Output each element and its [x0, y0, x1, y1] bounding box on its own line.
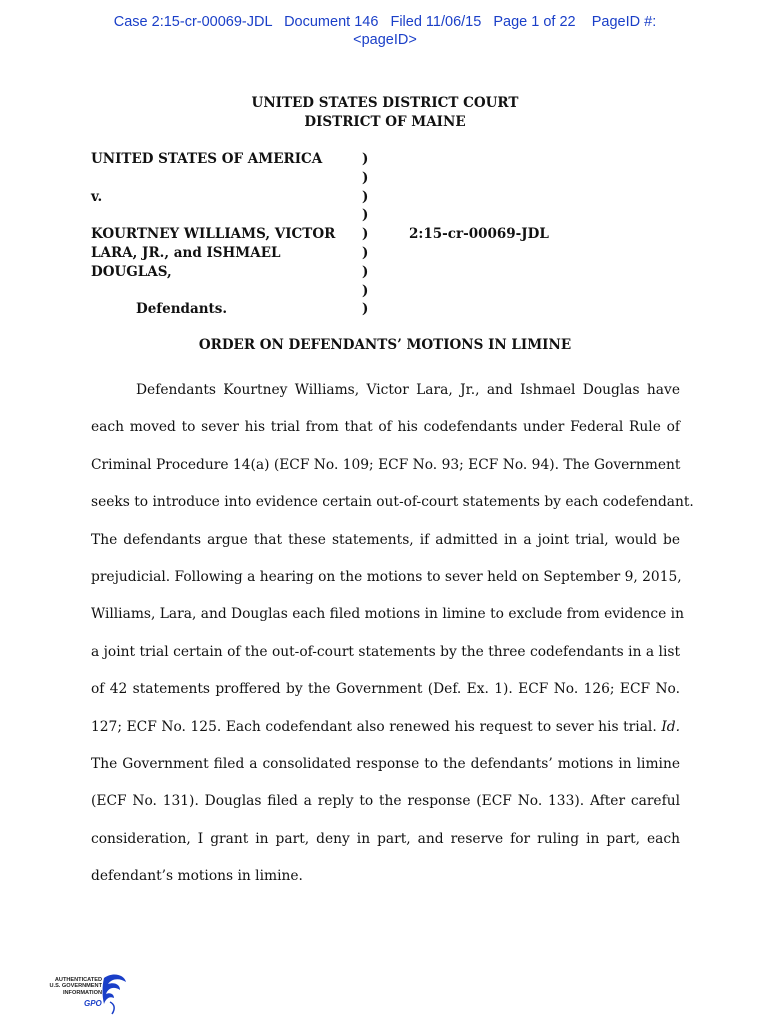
body-line: The defendants argue that these statements, if admitted in a joint trial, would be — [91, 531, 680, 548]
order-title: ORDER ON DEFENDANTS’ MOTIONS IN LIMINE — [198, 337, 572, 353]
body-line: consideration, I grant in part, deny in part, and reserve for ruling in part, each — [91, 830, 680, 847]
filing-header-line: Case 2:15-cr-00069-JDL Document 146 Filed 11/06/15 Page 1 of 22 PageID #: — [113, 14, 657, 30]
body-line: Criminal Procedure 14(a) (ECF No. 109; ECF No. 93; ECF No. 94). The Government — [91, 456, 681, 473]
body-line: prejudicial. Following a hearing on the motions to sever held on September 9, 2015, — [91, 569, 682, 586]
order-body — [91, 372, 694, 896]
case-number: 2:15-cr-00069-JDL — [409, 226, 549, 242]
body-line: (ECF No. 131). Douglas filed a reply to the response (ECF No. 133). After careful — [91, 793, 680, 810]
body-line: a joint trial certain of the out-of-court statements by the three codefendants in a list — [91, 643, 680, 660]
eagle-icon — [100, 972, 128, 1016]
body-line: seeks to introduce into evidence certain out-of-court statements by each codefendant. — [91, 494, 694, 511]
body-line: each moved to sever his trial from that of his codefendants under Federal Rule of — [91, 419, 680, 436]
body-line: of 42 statements proffered by the Government (Def. Ex. 1). ECF No. 126; ECF No. — [91, 681, 680, 698]
gpo-authentication-seal — [44, 972, 128, 1016]
filing-header — [0, 13, 770, 49]
caption-parentheses: ) ) ) ) ) ) ) ) ) — [362, 151, 369, 318]
body-line: Williams, Lara, and Douglas each filed motions in limine to exclude from evidence in — [91, 606, 684, 623]
defendants-names-line3: DOUGLAS, — [91, 263, 172, 280]
body-line: Defendants Kourtney Williams, Victor Lara, Jr., and Ishmael Douglas have — [136, 382, 680, 398]
defendants-names-line1: KOURTNEY WILLIAMS, VICTOR — [91, 226, 336, 243]
body-line: 127; ECF No. 125. Each codefendant also renewed his request to sever his trial. Id. — [91, 718, 680, 735]
page-id-placeholder: <pageID> — [353, 32, 417, 48]
versus-label: v. — [91, 188, 103, 205]
court-heading — [0, 94, 770, 132]
court-name: UNITED STATES DISTRICT COURT — [251, 95, 519, 111]
defendants-label: Defendants. — [136, 301, 228, 318]
plaintiff-name: UNITED STATES OF AMERICA — [91, 151, 323, 167]
caption-parties — [91, 150, 361, 319]
court-district: DISTRICT OF MAINE — [304, 114, 466, 130]
gpo-seal-text: AUTHENTICATED U.S. GOVERNMENT INFORMATION — [49, 977, 102, 996]
gpo-mark: GPO — [84, 999, 102, 1008]
defendants-names-line2: LARA, JR., and ISHMAEL — [91, 244, 281, 261]
body-line: defendant’s motions in limine. — [91, 868, 303, 885]
body-line: The Government filed a consolidated response to the defendants’ motions in limine — [91, 756, 680, 773]
